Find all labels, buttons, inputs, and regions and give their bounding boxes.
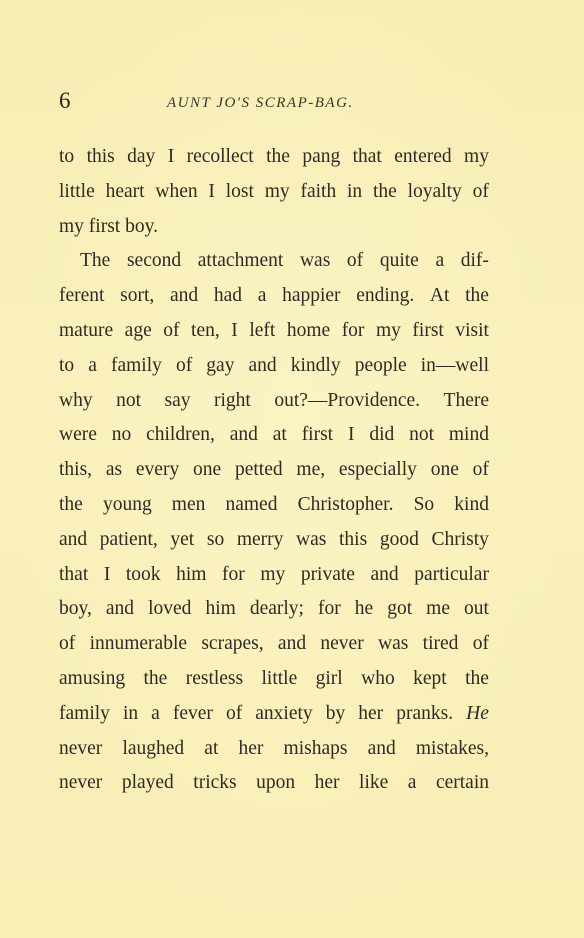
word: for: [317, 598, 341, 620]
word: her: [238, 737, 264, 759]
text-line: [59, 418, 489, 453]
word: a: [88, 354, 97, 376]
word: the: [465, 285, 489, 307]
word: certain: [435, 772, 489, 794]
word: young: [102, 493, 152, 515]
word: kind: [454, 493, 489, 515]
word: particular: [414, 563, 489, 585]
word: a: [257, 285, 267, 307]
word: There: [443, 389, 489, 411]
word: and: [229, 424, 258, 446]
word: of: [346, 250, 364, 272]
word: girl: [315, 667, 343, 689]
word: me: [426, 598, 450, 620]
page-header: [59, 88, 489, 118]
text-line: [59, 349, 489, 384]
word: of: [225, 702, 243, 724]
word: ten,: [191, 319, 220, 341]
text-line: [59, 488, 489, 523]
word: He: [466, 702, 489, 724]
word: The: [80, 250, 111, 272]
word: patient,: [99, 528, 158, 550]
word: mature: [59, 319, 114, 341]
word: So: [413, 493, 435, 515]
word: home: [286, 319, 331, 341]
word: faith: [300, 180, 337, 202]
word: At: [429, 285, 450, 307]
word: the: [465, 667, 489, 689]
word: her: [358, 702, 384, 724]
word: took: [125, 563, 161, 585]
word: so: [206, 528, 225, 550]
running-title: AUNT JO'S SCRAP-BAG.: [167, 95, 354, 111]
word: mishaps: [283, 737, 348, 759]
word: recollect: [186, 146, 254, 167]
word: in: [122, 702, 139, 724]
word: in: [347, 180, 363, 202]
text-line: [59, 175, 489, 210]
word: children,: [146, 424, 215, 446]
word: I: [208, 180, 215, 202]
word: yet: [170, 528, 195, 550]
word: day: [127, 146, 156, 167]
word: innumerable: [89, 633, 188, 655]
word: pang: [302, 146, 341, 167]
word: gay: [206, 354, 235, 376]
word: not: [116, 389, 142, 411]
word: mistakes,: [415, 737, 489, 759]
word: that: [352, 146, 382, 167]
word: tired: [422, 633, 459, 655]
text-line: [59, 314, 489, 349]
word: loved: [148, 598, 192, 620]
word: and: [370, 563, 399, 585]
word: I: [231, 319, 238, 341]
word: for: [341, 319, 365, 341]
word: were: [59, 424, 97, 446]
word: had: [213, 285, 243, 307]
word: when: [155, 180, 198, 202]
word: my: [264, 180, 290, 202]
word: say: [164, 389, 191, 411]
word: right: [214, 389, 251, 411]
word: loyalty: [407, 180, 462, 202]
word: boy,: [59, 598, 92, 620]
word: never: [59, 772, 103, 794]
word: not: [409, 424, 435, 446]
word: of: [472, 180, 489, 202]
word: why: [59, 389, 93, 411]
word: men: [171, 493, 206, 515]
word: first: [412, 319, 444, 341]
text-line: [59, 523, 489, 558]
word: my: [260, 563, 286, 585]
word: for: [222, 563, 245, 585]
word: and: [277, 633, 307, 655]
text-line: [59, 662, 489, 697]
word: out: [464, 598, 489, 620]
word: of: [472, 459, 489, 481]
word: my: [464, 146, 489, 167]
word: little: [261, 667, 298, 689]
word: scrapes,: [201, 633, 264, 655]
word: named: [225, 493, 278, 515]
word: visit: [455, 319, 489, 341]
word: me,: [296, 459, 326, 481]
text-line: [59, 732, 489, 767]
word: happier: [282, 285, 341, 307]
word: second: [126, 250, 182, 272]
word: Christopher.: [297, 493, 394, 515]
text-line: [59, 627, 489, 662]
word: him: [176, 563, 207, 585]
word: as: [105, 459, 123, 481]
word: fever: [172, 702, 213, 724]
word: kept: [413, 667, 447, 689]
word: was: [296, 528, 327, 550]
word: never: [59, 737, 103, 759]
word: got: [387, 598, 413, 620]
word: her: [314, 772, 340, 794]
word: of: [472, 633, 489, 655]
word: was: [378, 633, 409, 655]
word: of: [175, 354, 193, 376]
word: I: [347, 424, 355, 446]
word: that: [59, 563, 89, 585]
body-text: [59, 140, 489, 801]
word: to: [59, 146, 75, 167]
word: by: [325, 702, 346, 724]
word: heart: [105, 180, 145, 202]
word: and: [367, 737, 396, 759]
word: mind: [448, 424, 489, 446]
word: this,: [59, 459, 93, 481]
word: this: [86, 146, 115, 167]
word: he: [354, 598, 374, 620]
text-line: [59, 766, 489, 801]
text-line: [59, 279, 489, 314]
word: little: [59, 180, 95, 202]
word: attachment: [197, 250, 284, 272]
word: tricks: [193, 772, 237, 794]
word: and: [248, 354, 277, 376]
word: restless: [185, 667, 244, 689]
word: pranks.: [396, 702, 454, 724]
word: one: [193, 459, 222, 481]
word: private: [300, 563, 355, 585]
word: out?—Providence.: [274, 389, 421, 411]
word: a: [407, 772, 417, 794]
word: the: [143, 667, 168, 689]
word: who: [361, 667, 395, 689]
word: at: [204, 737, 219, 759]
word: him: [205, 598, 236, 620]
word: to: [59, 354, 75, 376]
word: played: [121, 772, 174, 794]
word: a: [435, 250, 445, 272]
word: one: [430, 459, 459, 481]
word: the: [266, 146, 290, 167]
word: ferent: [59, 285, 105, 307]
word: left: [249, 319, 276, 341]
word: kindly: [290, 354, 341, 376]
word: the: [59, 493, 83, 515]
word: of: [163, 319, 180, 341]
word: and: [170, 285, 199, 307]
word: no: [111, 424, 132, 446]
word: I: [103, 563, 111, 585]
text-line-content: my first boy.: [59, 215, 158, 237]
word: of: [59, 633, 76, 655]
text-line: [59, 384, 489, 419]
word: lost: [225, 180, 254, 202]
word: dif-: [460, 250, 489, 272]
word: first: [301, 424, 334, 446]
word: and: [105, 598, 135, 620]
word: especially: [338, 459, 417, 481]
word: good: [379, 528, 419, 550]
text-line: [59, 244, 489, 279]
word: this: [339, 528, 368, 550]
word: upon: [256, 772, 296, 794]
word: ending.: [356, 285, 415, 307]
word: family: [59, 702, 110, 724]
word: Christy: [431, 528, 489, 550]
word: quite: [379, 250, 419, 272]
word: was: [299, 250, 331, 272]
word: petted: [234, 459, 283, 481]
word: sort,: [120, 285, 155, 307]
word: every: [135, 459, 180, 481]
word: I: [167, 146, 175, 167]
word: my: [375, 319, 401, 341]
text-line: [59, 140, 489, 175]
word: never: [320, 633, 364, 655]
word: and: [59, 528, 88, 550]
word: dearly;: [249, 598, 304, 620]
text-line: [59, 453, 489, 488]
word: did: [369, 424, 395, 446]
word: age: [124, 319, 152, 341]
text-line: [59, 592, 489, 627]
word: merry: [236, 528, 284, 550]
text-line: [59, 697, 489, 732]
word: a: [151, 702, 160, 724]
word: people: [354, 354, 407, 376]
word: the: [373, 180, 397, 202]
word: anxiety: [255, 702, 313, 724]
text-line: [59, 210, 489, 245]
word: amusing: [59, 667, 126, 689]
word: at: [272, 424, 287, 446]
text-line: [59, 558, 489, 593]
word: in—well: [420, 354, 489, 376]
word: like: [359, 772, 389, 794]
word: laughed: [122, 737, 185, 759]
word: family: [110, 354, 162, 376]
page-number: 6: [59, 88, 71, 113]
word: entered: [394, 146, 452, 167]
